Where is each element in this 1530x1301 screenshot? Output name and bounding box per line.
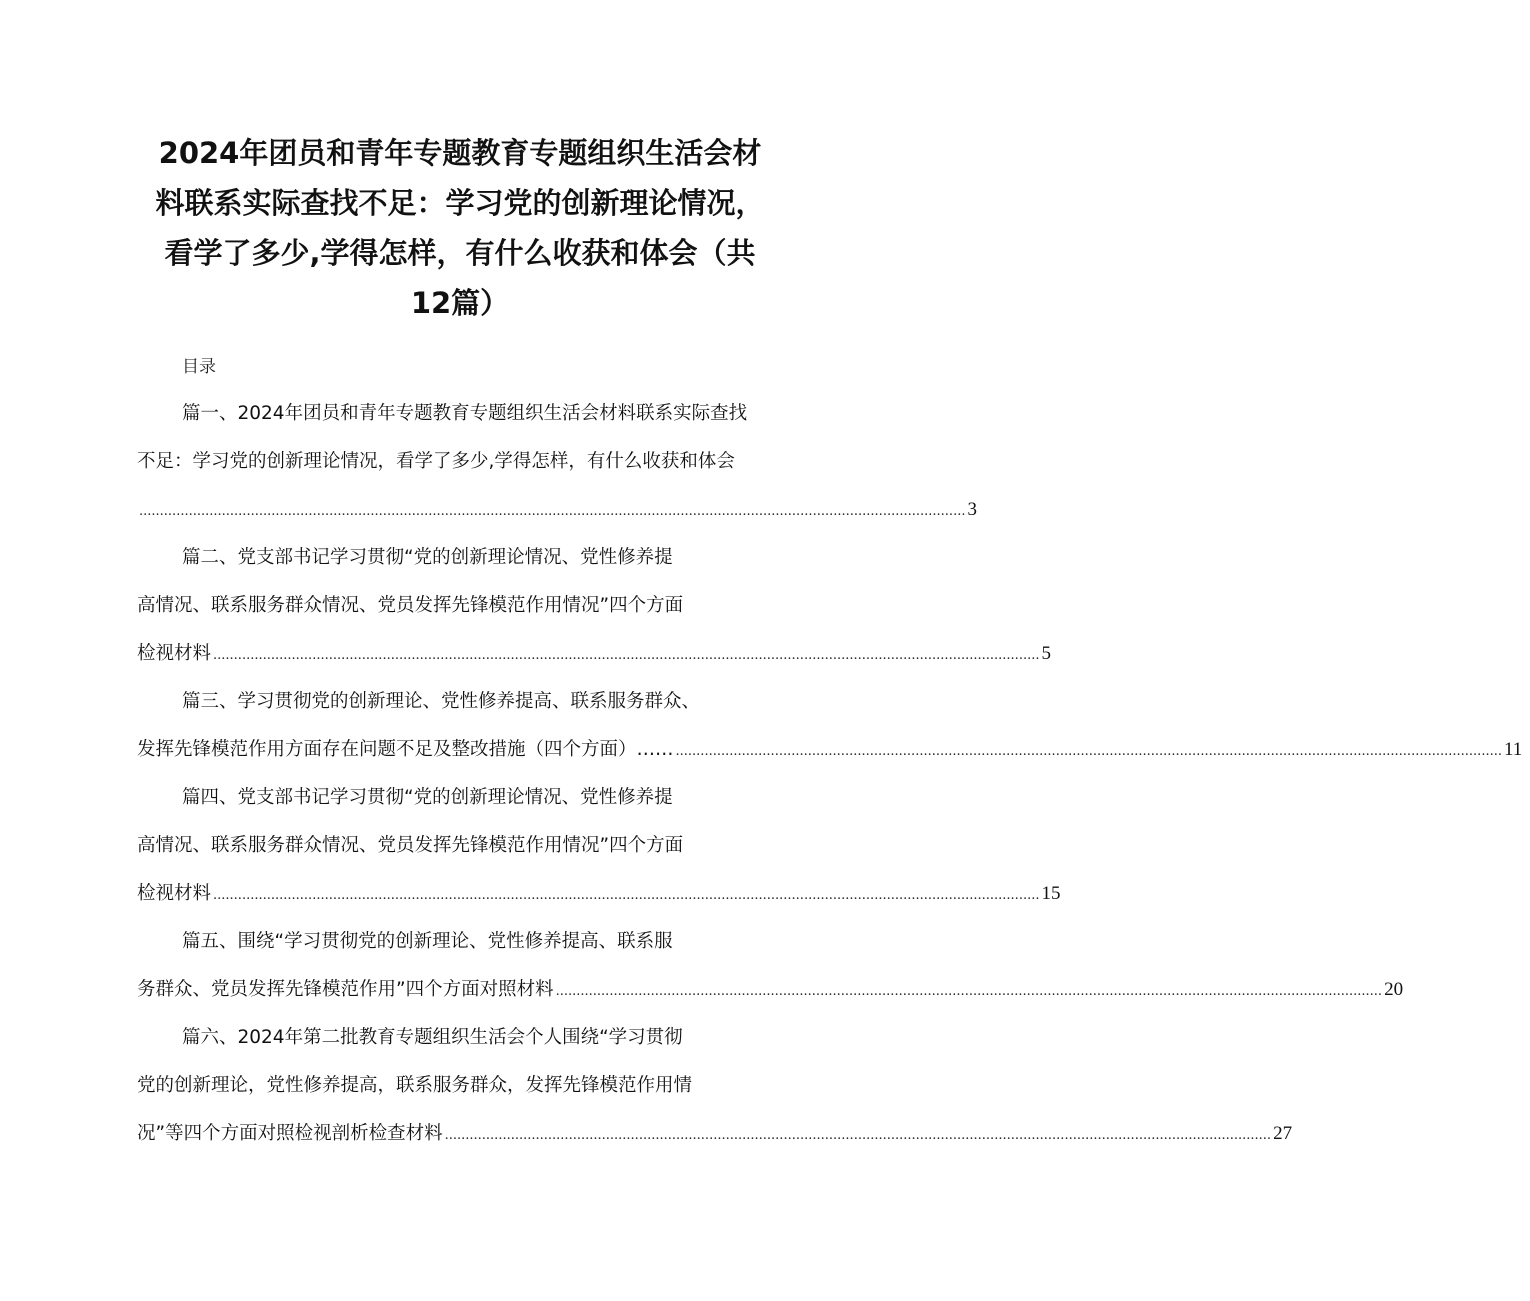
toc-page-number: 3 (967, 499, 977, 520)
toc-entry-line (137, 534, 777, 582)
toc-entry-text: 高情况、联系服务群众情况、党员发挥先锋模范作用情况”四个方面 (137, 835, 684, 856)
toc-label: 目录 (182, 357, 216, 377)
toc-entry-text: 篇一、2024年团员和青年专题教育专题组织生活会材料联系实际查找 (182, 403, 748, 424)
toc-entry-line (137, 582, 777, 630)
toc-entry-text: 不足：学习党的创新理论情况，看学了多少,学得怎样，有什么收获和体会 (137, 451, 735, 472)
dot-leader: ........................................................................................................................................................................................................ (213, 648, 1040, 663)
toc-entry-line (137, 1014, 777, 1062)
toc-entry-text: 发挥先锋模范作用方面存在问题不足及整改措施（四个方面）…… (137, 739, 674, 760)
toc-page-number: 5 (1041, 643, 1051, 664)
toc-entry[interactable] (137, 918, 1404, 1014)
toc-page-number: 15 (1041, 883, 1061, 904)
toc-entry[interactable] (137, 390, 977, 534)
toc-page-number: 11 (1503, 739, 1523, 760)
toc-entry-line (137, 1110, 1293, 1158)
toc-entry-line (137, 1062, 777, 1110)
dot-leader: ........................................................................................................................................................................................................ (555, 984, 1383, 999)
dot-leader: ........................................................................................................................................................................................................ (675, 744, 1502, 759)
dot-leader: ........................................................................................................................................................................................................ (213, 888, 1040, 903)
toc-entry[interactable] (137, 774, 1061, 918)
toc-entry-text: 检视材料 (137, 883, 212, 904)
dot-leader: ........................................................................................................................................................................................................ (444, 1128, 1272, 1143)
toc-entry-line (137, 438, 777, 486)
toc-entry-text: 篇五、围绕“学习贯彻党的创新理论、党性修养提高、联系服 (182, 931, 673, 952)
toc-entry-line (137, 822, 777, 870)
toc-entry-text: 篇六、2024年第二批教育专题组织生活会个人围绕“学习贯彻 (182, 1027, 683, 1048)
toc-entry-line (137, 630, 1051, 678)
toc-page-number: 20 (1384, 979, 1404, 1000)
toc-entry-line (137, 486, 977, 534)
toc-entry-text: 篇三、学习贯彻党的创新理论、党性修养提高、联系服务群众、 (182, 691, 701, 712)
toc-entry-text: 检视材料 (137, 643, 212, 664)
toc-entry-line (137, 774, 777, 822)
toc-entry-text: 篇四、党支部书记学习贯彻“党的创新理论情况、党性修养提 (182, 787, 673, 808)
toc-entry-line (137, 870, 1061, 918)
document-title: 2024年团员和青年专题教育专题组织生活会材料联系实际查找不足：学习党的创新理论情况，看学了多少,学得怎样，有什么收获和体会（共12篇） (155, 136, 765, 320)
toc-entry-text: 况”等四个方面对照检视剖析检查材料 (137, 1123, 443, 1144)
toc-entry[interactable] (137, 1014, 1293, 1158)
toc-entry-text: 篇二、党支部书记学习贯彻“党的创新理论情况、党性修养提 (182, 547, 673, 568)
toc-entry-line (137, 390, 777, 438)
toc-entry[interactable] (137, 534, 1051, 678)
toc-entry-line (137, 966, 1404, 1014)
toc-entry-line (137, 918, 777, 966)
toc-entry[interactable] (137, 678, 1523, 774)
toc-page-number: 27 (1273, 1123, 1293, 1144)
toc-entry-line (137, 678, 777, 726)
toc-entry-text: 党的创新理论，党性修养提高，联系服务群众，发挥先锋模范作用情 (137, 1075, 693, 1096)
toc-entry-text: 务群众、党员发挥先锋模范作用”四个方面对照材料 (137, 979, 554, 1000)
toc-entry-line (137, 726, 1523, 774)
dot-leader: ........................................................................................................................................................................................................ (139, 504, 966, 519)
table-of-contents (137, 390, 1523, 1158)
toc-entry-text: 高情况、联系服务群众情况、党员发挥先锋模范作用情况”四个方面 (137, 595, 684, 616)
